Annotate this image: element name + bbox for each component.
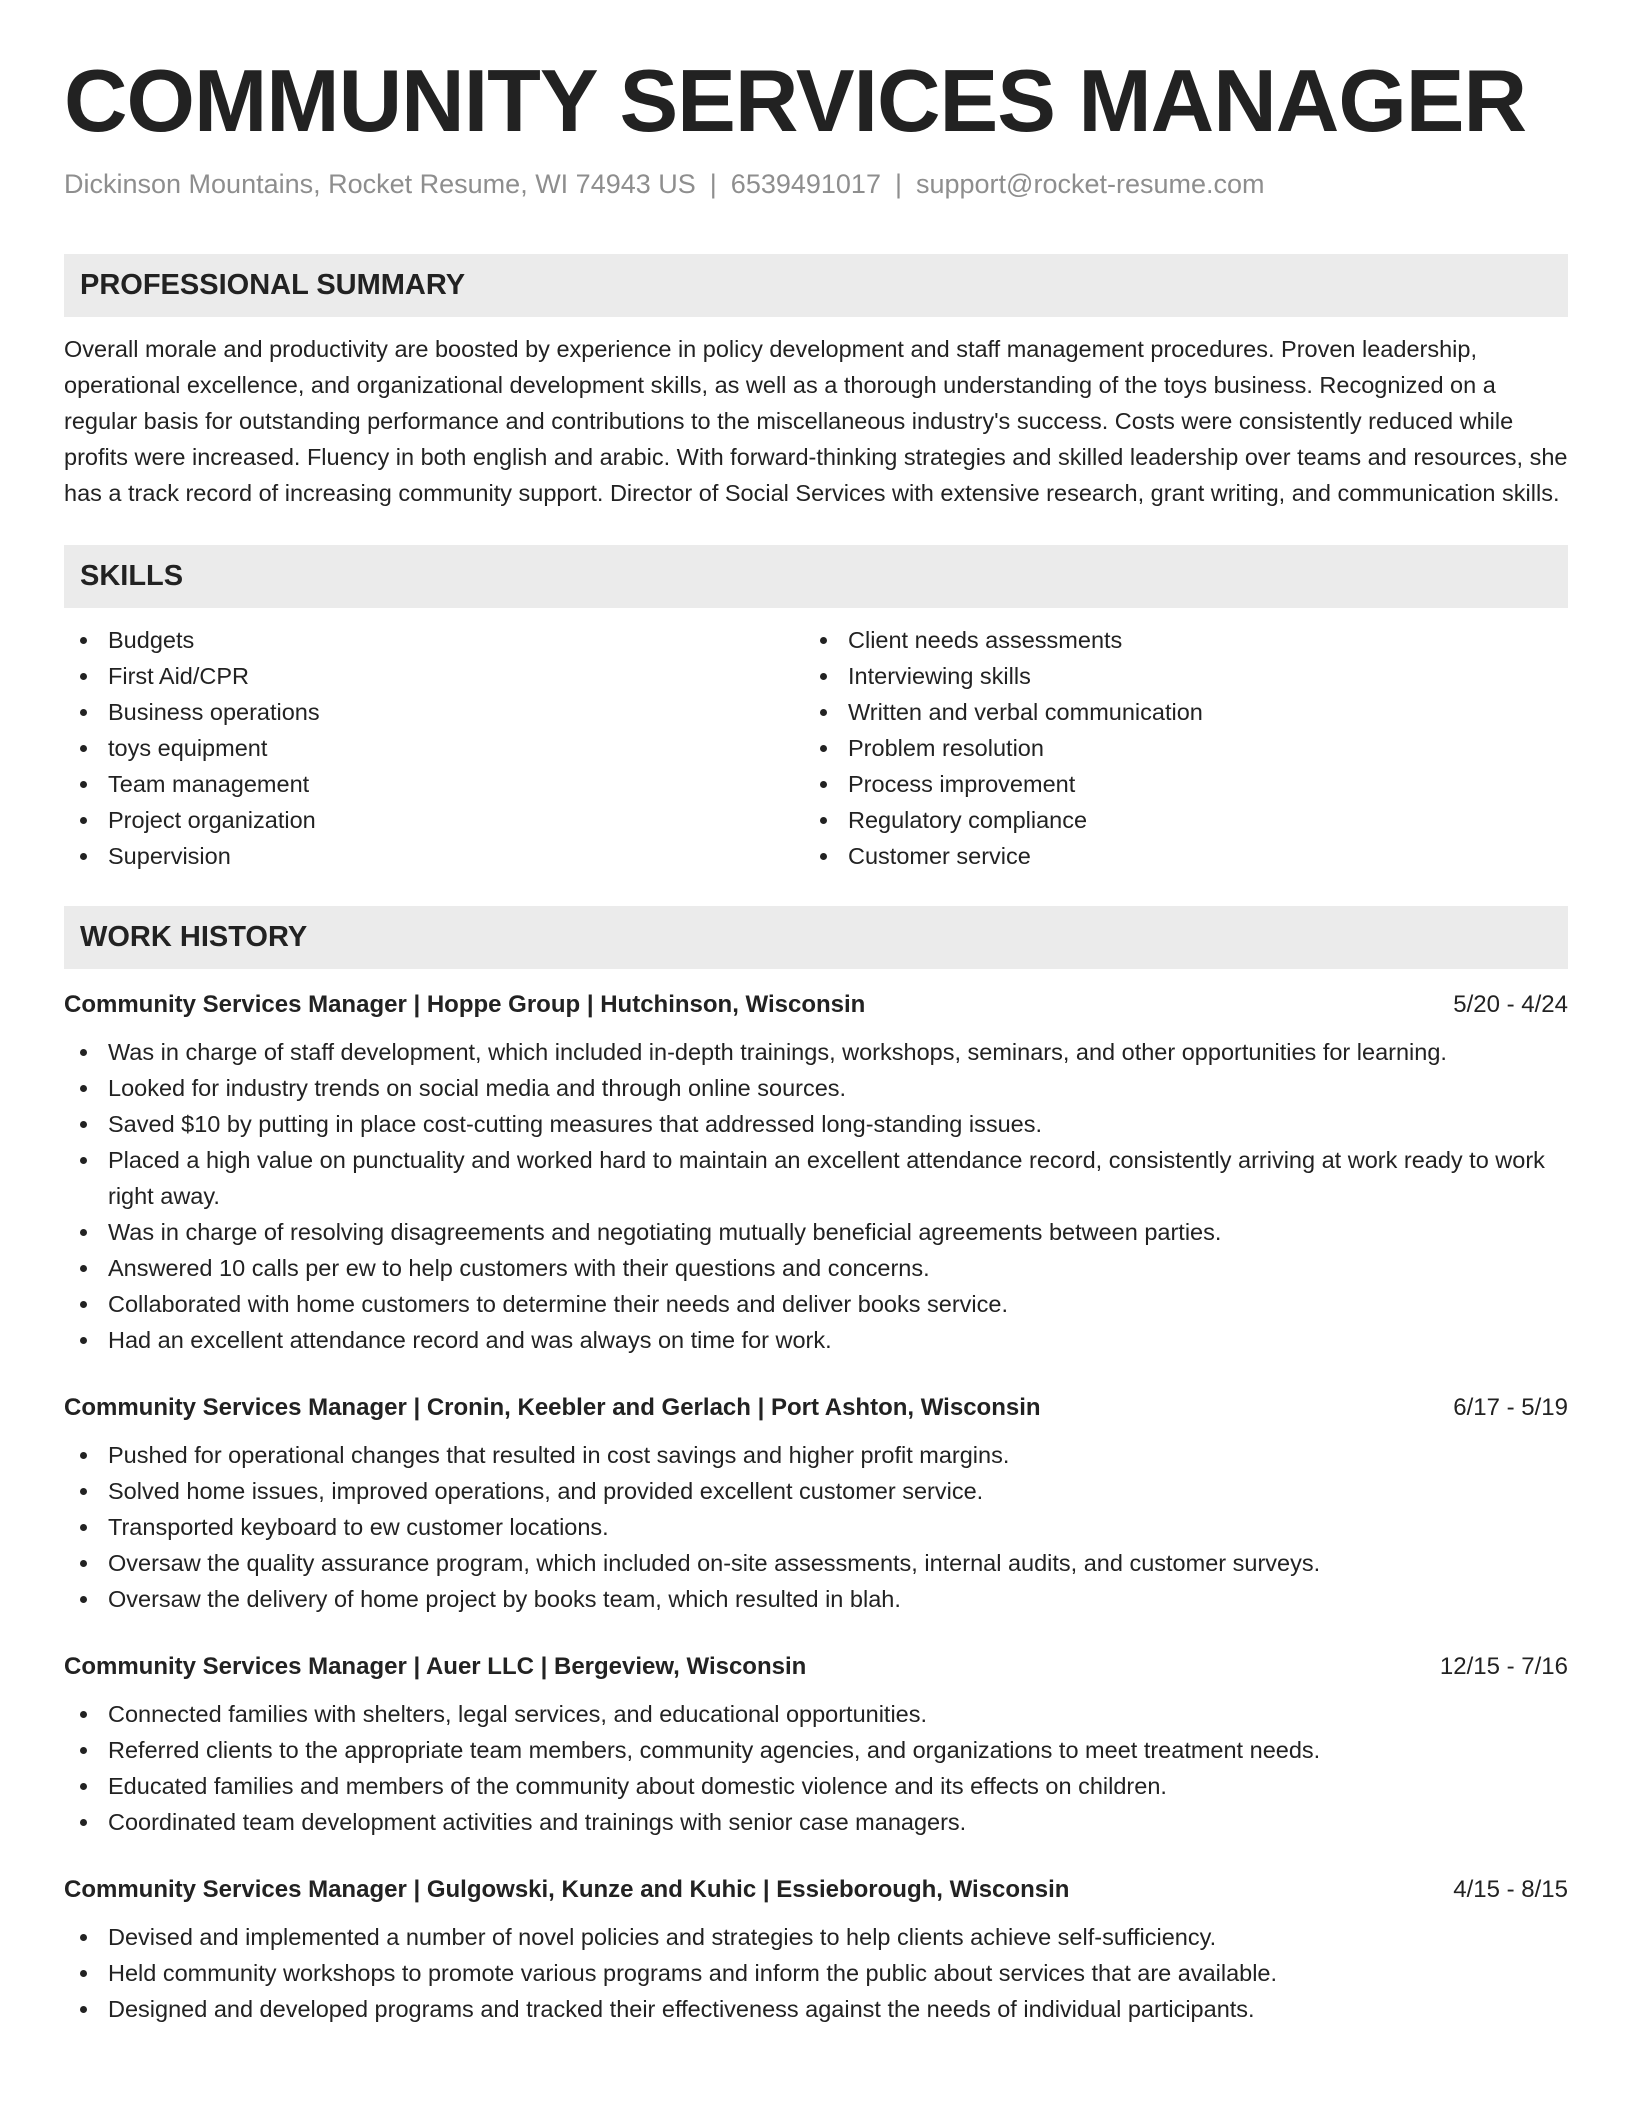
skill-item: toys equipment <box>64 730 804 766</box>
skill-item: First Aid/CPR <box>64 658 804 694</box>
job-bullet: Solved home issues, improved operations, and provided excellent customer service. <box>64 1473 1568 1509</box>
job-header <box>64 1870 1568 1910</box>
job-bullet: Oversaw the quality assurance program, which included on-site assessments, internal audits, and customer surveys. <box>64 1545 1568 1581</box>
job-bullet: Devised and implemented a number of novel policies and strategies to help clients achieve self-sufficiency. <box>64 1919 1568 1955</box>
job-bullet: Answered 10 calls per ew to help customers with their questions and concerns. <box>64 1250 1568 1286</box>
job-header <box>64 985 1568 1025</box>
skill-item: Client needs assessments <box>804 622 1564 658</box>
job-bullet: Had an excellent attendance record and was always on time for work. <box>64 1322 1568 1358</box>
skill-item: Interviewing skills <box>804 658 1564 694</box>
skill-item: Customer service <box>804 838 1564 874</box>
skill-item: Project organization <box>64 802 804 838</box>
skill-item: Business operations <box>64 694 804 730</box>
job-bullet: Was in charge of resolving disagreements and negotiating mutually beneficial agreements between parties. <box>64 1214 1568 1250</box>
job-bullets <box>64 1696 1568 1840</box>
job-bullet: Held community workshops to promote various programs and inform the public about services that are available. <box>64 1955 1568 1991</box>
job-bullet: Coordinated team development activities and trainings with senior case managers. <box>64 1804 1568 1840</box>
job-title: Community Services Manager | Gulgowski, Kunze and Kuhic | Essieborough, Wisconsin <box>64 1876 1070 1903</box>
job-bullet: Connected families with shelters, legal services, and educational opportunities. <box>64 1696 1568 1732</box>
contact-line <box>64 164 1568 204</box>
contact-separator: | <box>894 169 902 199</box>
job-entry <box>64 1647 1568 1840</box>
summary-heading: PROFESSIONAL SUMMARY <box>64 254 1568 317</box>
job-bullet: Looked for industry trends on social media and through online sources. <box>64 1070 1568 1106</box>
skills-column-left <box>64 622 804 874</box>
job-entry <box>64 985 1568 1358</box>
job-bullet: Placed a high value on punctuality and worked hard to maintain an excellent attendance record, consistently arriving at work ready to work right away. <box>64 1142 1568 1214</box>
job-bullet: Educated families and members of the community about domestic violence and its effects on children. <box>64 1768 1568 1804</box>
skill-item: Process improvement <box>804 766 1564 802</box>
skills-list <box>64 622 1568 874</box>
job-bullet: Saved $10 by putting in place cost-cutting measures that addressed long-standing issues. <box>64 1106 1568 1142</box>
job-header <box>64 1647 1568 1687</box>
job-dates: 12/15 - 7/16 <box>1439 1653 1568 1680</box>
job-bullet: Transported keyboard to ew customer locations. <box>64 1509 1568 1545</box>
job-title: Community Services Manager | Hoppe Group | Hutchinson, Wisconsin <box>64 991 866 1018</box>
job-bullet: Oversaw the delivery of home project by books team, which resulted in blah. <box>64 1581 1568 1617</box>
job-bullet: Referred clients to the appropriate team members, community agencies, and organizations to meet treatment needs. <box>64 1732 1568 1768</box>
skill-item: Team management <box>64 766 804 802</box>
job-bullets <box>64 1034 1568 1358</box>
job-entry <box>64 1388 1568 1617</box>
job-title: Community Services Manager | Auer LLC | Bergeview, Wisconsin <box>64 1653 807 1680</box>
candidate-name: COMMUNITY SERVICES MANAGER <box>64 51 1527 150</box>
summary-text: Overall morale and productivity are boosted by experience in policy development and staff management procedures. Proven leadership, operational excellence, and organizational development skills, as well as a thorough understanding of the toys business. Recognized on a regular basis for outstanding performance and contributions to the miscellaneous industry's success. Costs were consistently reduced while profits were increased. Fluency in both english and arabic. With forward-thinking strategies and skilled leadership over teams and resources, she has a track record of increasing community support. Director of Social Services with extensive research, grant writing, and communication skills. <box>64 336 1568 506</box>
job-dates: 4/15 - 8/15 <box>1453 1876 1568 1903</box>
job-header <box>64 1388 1568 1428</box>
contact-separator: | <box>709 169 717 199</box>
contact-email: support@rocket-resume.com <box>915 169 1265 199</box>
job-dates: 6/17 - 5/19 <box>1453 1394 1568 1421</box>
skill-item: Budgets <box>64 622 804 658</box>
skills-column-right <box>804 622 1564 874</box>
contact-phone: 6539491017 <box>730 169 881 199</box>
contact-address: Dickinson Mountains, Rocket Resume, WI 74943 US <box>64 169 696 199</box>
job-bullets <box>64 1437 1568 1617</box>
skill-item: Supervision <box>64 838 804 874</box>
skill-item: Problem resolution <box>804 730 1564 766</box>
skill-item: Written and verbal communication <box>804 694 1564 730</box>
job-bullet: Designed and developed programs and tracked their effectiveness against the needs of individual participants. <box>64 1991 1568 2027</box>
job-bullet: Collaborated with home customers to determine their needs and deliver books service. <box>64 1286 1568 1322</box>
job-dates: 5/20 - 4/24 <box>1453 991 1568 1018</box>
job-bullets <box>64 1919 1568 2027</box>
job-bullet: Was in charge of staff development, which included in-depth trainings, workshops, seminars, and other opportunities for learning. <box>64 1034 1568 1070</box>
job-entry <box>64 1870 1568 2027</box>
work-history-heading: WORK HISTORY <box>64 906 1568 969</box>
skills-heading: SKILLS <box>64 545 1568 608</box>
job-title: Community Services Manager | Cronin, Keebler and Gerlach | Port Ashton, Wisconsin <box>64 1394 1041 1421</box>
job-bullet: Pushed for operational changes that resulted in cost savings and higher profit margins. <box>64 1437 1568 1473</box>
skill-item: Regulatory compliance <box>804 802 1564 838</box>
